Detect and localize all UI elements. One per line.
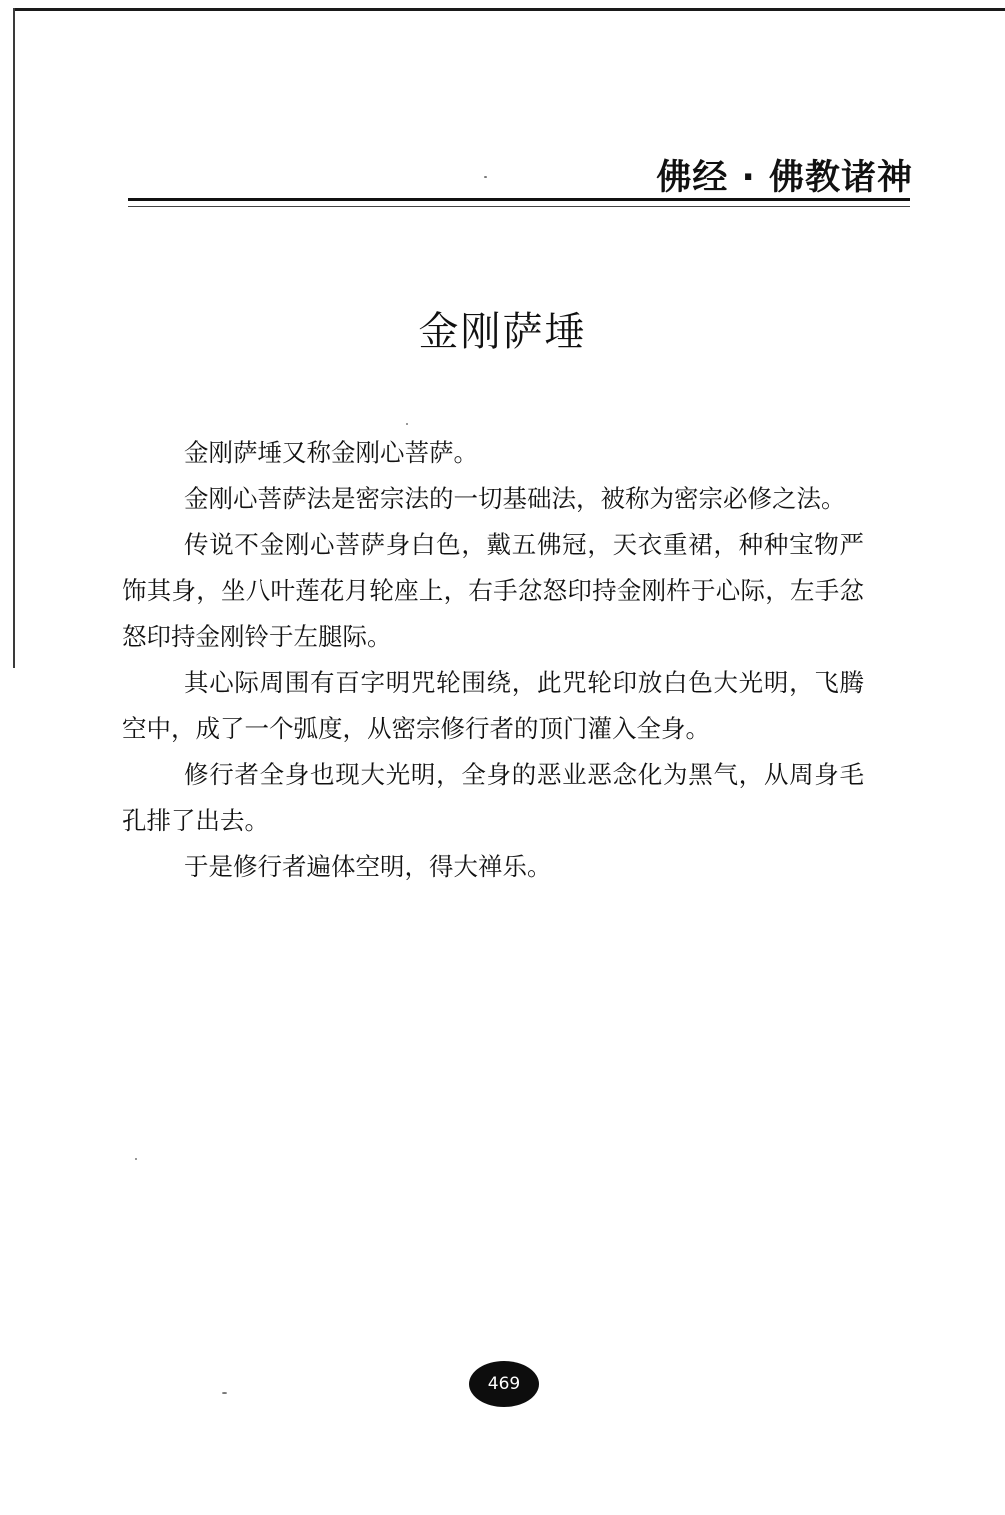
header-rule-thin [128, 206, 910, 207]
header-rule-thick [128, 198, 910, 201]
article-title: 金刚萨埵 [418, 309, 587, 355]
running-header: 佛经 · 佛教诸神 [656, 158, 913, 198]
page-number-badge: 469 [469, 1361, 539, 1407]
paragraph: 于是修行者遍体空明，得大禅乐。 [184, 852, 552, 881]
scan-speck [222, 1392, 227, 1394]
paragraph: 金刚心菩萨法是密宗法的一切基础法，被称为密宗必修之法。 [184, 484, 846, 513]
paragraph: 传说不金刚心菩萨身白色，戴五佛冠，天衣重裙，种种宝物严饰其身，坐八叶莲花月轮座上，右手忿怒印持金刚杵于心际，左手忿怒印持金刚铃于左腿际。 [122, 530, 864, 651]
paragraph: 其心际周围有百字明咒轮围绕，此咒轮印放白色大光明，飞腾空中，成了一个弧度，从密宗修行者的顶门灌入全身。 [122, 668, 864, 743]
paragraph: 修行者全身也现大光明，全身的恶业恶念化为黑气，从周身毛孔排了出去。 [122, 760, 864, 835]
scan-edge-top [14, 8, 1005, 11]
scan-speck [406, 423, 408, 425]
paragraph: 金刚萨埵又称金刚心菩萨。 [184, 438, 478, 467]
scan-speck [484, 176, 487, 178]
article-body [122, 430, 864, 890]
scan-speck [135, 1158, 137, 1160]
